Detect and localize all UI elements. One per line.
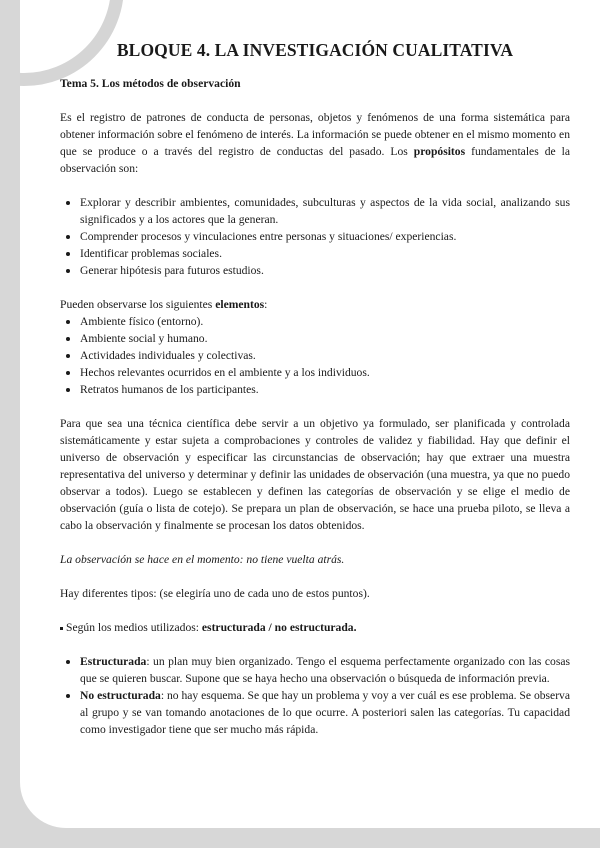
list-item: Actividades individuales y colectivas.: [80, 347, 570, 364]
list-item: Comprender procesos y vinculaciones entre personas y situaciones/ experiencias.: [80, 228, 570, 245]
list-item: Estructurada: un plan muy bien organizado. Tengo el esquema perfectamente organizado con las cosas que se quieren buscar. Supone que se haya hecho una observación o búsqueda de información previa.: [80, 655, 570, 685]
intro-paragraph: Es el registro de patrones de conducta de personas, objetos y fenómenos de una forma sistemática para obtener información sobre el fenómeno de interés. La información se puede obtener en el mismo momento en que se produce o a través del registro de conductas del pasado. Los propósitos fundamentales de la observación son:: [60, 111, 570, 175]
technique-paragraph: Para que sea una técnica científica debe servir a un objetivo ya formulado, ser planificada y controlada sistemáticamente y estar sujeta a comprobaciones y controles de validez y fiabilidad. Hay que definir el universo de observación y especificar las circunstancias de observación; hay que extraer una muestra representativa del universo y determinar y definir las unidades de observación (una muestra, ya que no puedo observar a todos). Luego se establecen y definen las categorías de observación y se elige el medio de observación (guía o lista de cotejo). Se prepara un plan de observación, se hace una prueba piloto, se lleva a cabo la observación y finalmente se procesan los datos obtenidos.: [60, 417, 570, 532]
list-item: Generar hipótesis para futuros estudios.: [80, 262, 570, 279]
elements-intro: Pueden observarse los siguientes elementos:: [60, 298, 268, 311]
list-item: No estructurada: no hay esquema. Se que hay un problema y voy a ver cuál es ese problema. Se observa al grupo y se van tomando anotaciones de lo que ocurre. A posteriori salen las categorías. Tu capacidad como investigador tiene que ser mucho más rápida.: [80, 689, 570, 736]
square-bullet-icon: [60, 627, 63, 630]
body-text: [60, 75, 570, 755]
list-item: Ambiente físico (entorno).: [80, 313, 570, 330]
means-bold: estructurada / no estructurada.: [201, 621, 357, 634]
purposes-list: [60, 194, 570, 279]
page-title: BLOQUE 4. LA INVESTIGACIÓN CUALITATIVA: [116, 40, 514, 60]
types-intro: Hay diferentes tipos: (se elegiría uno de cada uno de estos puntos).: [60, 587, 370, 600]
list-item: Ambiente social y humano.: [80, 330, 570, 347]
document-page: [20, 0, 600, 828]
list-item: Explorar y describir ambientes, comunidades, subculturas y aspectos de la vida social, analizando sus significados y a los actores que la generan.: [80, 196, 570, 226]
intro-bold: propósitos: [413, 145, 466, 158]
type-term: No estructurada: [80, 689, 161, 702]
elements-bold: elementos: [215, 298, 265, 311]
means-line: Según los medios utilizados: estructurada / no estructurada.: [60, 619, 570, 636]
types-list: [60, 653, 570, 738]
elements-list: [60, 313, 570, 398]
list-item: Identificar problemas sociales.: [80, 245, 570, 262]
list-item: Retratos humanos de los participantes.: [80, 381, 570, 398]
italic-note: La observación se hace en el momento: no tiene vuelta atrás.: [60, 553, 345, 566]
list-item: Hechos relevantes ocurridos en el ambiente y a los individuos.: [80, 364, 570, 381]
section-subtitle: Tema 5. Los métodos de observación: [60, 77, 241, 90]
type-term: Estructurada: [80, 655, 147, 668]
